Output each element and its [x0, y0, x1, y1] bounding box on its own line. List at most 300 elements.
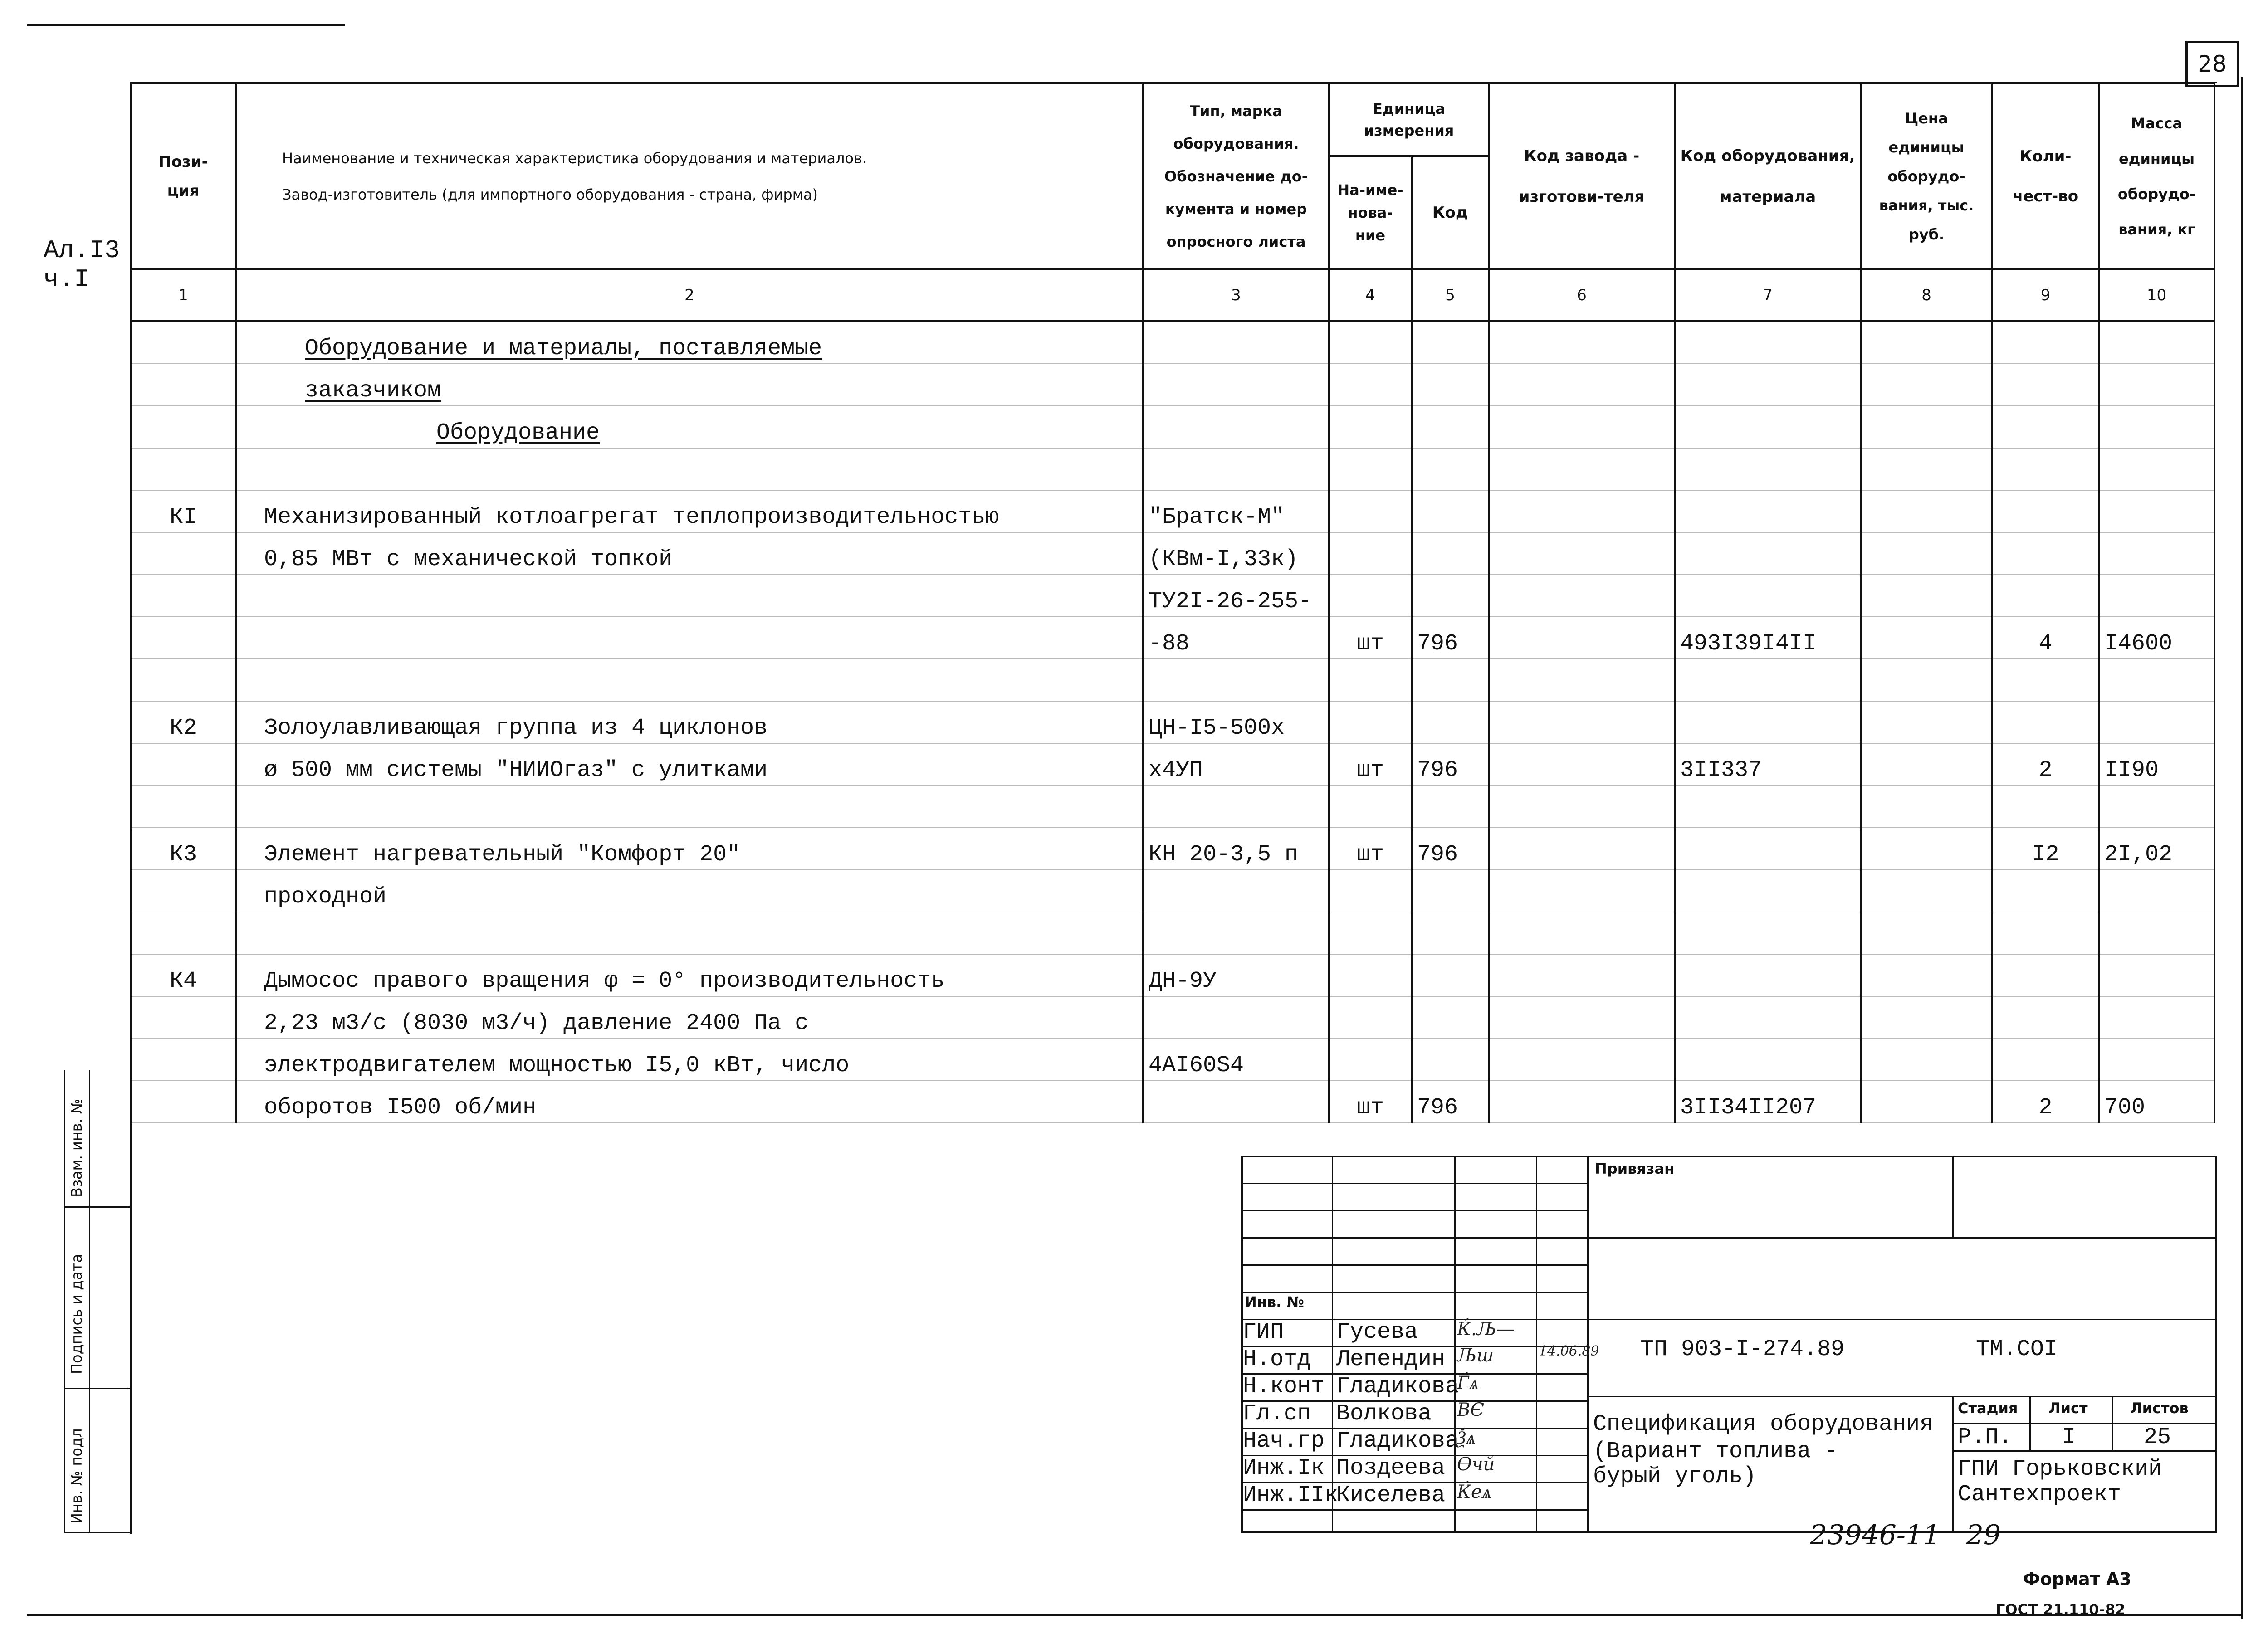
cell-pos — [131, 912, 236, 954]
handwritten-signature: Ќ.Љ— — [1457, 1319, 1515, 1340]
cell-pos — [131, 1081, 236, 1123]
tb-hline — [1589, 1319, 2217, 1320]
cell-mass: 700 — [2099, 1081, 2214, 1123]
cell-qty: 4 — [1992, 617, 2099, 659]
cell-pos — [131, 364, 236, 406]
handwritten-signature: Ѳчй — [1457, 1454, 1495, 1475]
tb-hline — [1241, 1237, 1589, 1239]
cell-name — [236, 617, 1143, 659]
cell-unit — [1329, 659, 1412, 701]
cell-mass — [2099, 954, 2214, 996]
cell-code: 796 — [1412, 1081, 1489, 1123]
person-name: Волкова — [1336, 1401, 1432, 1427]
cell-unit: шт — [1329, 828, 1412, 870]
cell-code — [1412, 1039, 1489, 1081]
cell-code — [1412, 996, 1489, 1039]
table-row — [131, 785, 2214, 828]
cell-type — [1143, 996, 1329, 1039]
cell-price — [1861, 701, 1992, 743]
cell-pos — [131, 785, 236, 828]
cell-pos: К2 — [131, 701, 236, 743]
page-number: 28 — [2185, 41, 2239, 87]
cell-plant — [1489, 490, 1675, 532]
doc-title-line2: (Вариант топлива - — [1593, 1439, 1838, 1464]
cell-plant — [1489, 448, 1675, 490]
tb-hline — [1241, 1509, 1589, 1511]
cell-pos — [131, 659, 236, 701]
cell-plant — [1489, 870, 1675, 912]
cell-equip: 3II337 — [1675, 743, 1861, 785]
cell-equip — [1675, 828, 1861, 870]
tb-hline — [1241, 1264, 1589, 1266]
cell-unit — [1329, 406, 1412, 448]
tb-hline — [1241, 1292, 1589, 1293]
stage-value: Р.П. — [1958, 1424, 2013, 1450]
header-mass: Масса единицы оборудо-вания, кг — [2099, 83, 2214, 269]
specification-table — [130, 83, 2215, 1123]
cell-qty — [1992, 321, 2099, 364]
cell-mass — [2099, 701, 2214, 743]
org-line2: Сантехпроект — [1958, 1482, 2121, 1507]
tb-vline — [1332, 1156, 1333, 1533]
cell-mass — [2099, 659, 2214, 701]
cell-name: заказчиком — [236, 364, 1143, 406]
role-label: Инж.IIк — [1243, 1483, 1339, 1508]
tb-hline — [1241, 1183, 1589, 1184]
cell-type — [1143, 1081, 1329, 1123]
cell-unit — [1329, 575, 1412, 617]
tb-vline — [1952, 1156, 1954, 1237]
cell-unit — [1329, 448, 1412, 490]
column-number: 4 — [1329, 269, 1412, 321]
cell-plant — [1489, 364, 1675, 406]
cell-mass — [2099, 448, 2214, 490]
cell-equip — [1675, 701, 1861, 743]
table-row — [131, 828, 2214, 870]
cell-plant — [1489, 321, 1675, 364]
header-price: Цена единицы оборудо-вания, тыс. руб. — [1861, 83, 1992, 269]
column-number: 2 — [236, 269, 1143, 321]
cell-mass: II90 — [2099, 743, 2214, 785]
table-row — [131, 701, 2214, 743]
stamp-replace-inv: Взам. инв. № — [68, 1098, 85, 1197]
cell-type: КН 20-3,5 п — [1143, 828, 1329, 870]
cell-plant — [1489, 785, 1675, 828]
frame-bottom-line — [27, 1614, 2241, 1616]
column-number: 7 — [1675, 269, 1861, 321]
cell-unit: шт — [1329, 743, 1412, 785]
cell-qty: 2 — [1992, 743, 2099, 785]
cell-price — [1861, 364, 1992, 406]
cell-qty — [1992, 785, 2099, 828]
cell-mass — [2099, 321, 2214, 364]
format-label: Формат А3 — [2023, 1569, 2131, 1589]
cell-qty — [1992, 364, 2099, 406]
cell-equip — [1675, 912, 1861, 954]
cell-qty — [1992, 448, 2099, 490]
cell-code — [1412, 954, 1489, 996]
cell-plant — [1489, 912, 1675, 954]
sheets-value: 25 — [2144, 1424, 2171, 1450]
column-number: 5 — [1412, 269, 1489, 321]
cell-plant — [1489, 954, 1675, 996]
table-row — [131, 364, 2214, 406]
cell-unit — [1329, 490, 1412, 532]
tb-hline — [1241, 1210, 1589, 1211]
cell-name: Оборудование и материалы, поставляемые — [236, 321, 1143, 364]
stamp-strip-mid — [89, 1070, 90, 1533]
table-row — [131, 490, 2214, 532]
cell-qty: 2 — [1992, 1081, 2099, 1123]
table-row — [131, 617, 2214, 659]
column-number: 10 — [2099, 269, 2214, 321]
person-name: Поздеева — [1336, 1455, 1446, 1481]
cell-type: -88 — [1143, 617, 1329, 659]
cell-code — [1412, 912, 1489, 954]
cell-mass — [2099, 912, 2214, 954]
cell-pos — [131, 996, 236, 1039]
cell-price — [1861, 785, 1992, 828]
cell-pos — [131, 575, 236, 617]
cell-plant — [1489, 701, 1675, 743]
header-equip-code: Код оборудования, материала — [1675, 83, 1861, 269]
table-row — [131, 659, 2214, 701]
sign-date: 14.06.89 — [1539, 1343, 1599, 1359]
cell-code: 796 — [1412, 617, 1489, 659]
cell-plant — [1489, 575, 1675, 617]
cell-qty — [1992, 575, 2099, 617]
column-number: 6 — [1489, 269, 1675, 321]
cell-plant — [1489, 406, 1675, 448]
cell-pos — [131, 870, 236, 912]
cell-name — [236, 785, 1143, 828]
cell-code — [1412, 785, 1489, 828]
cell-name: Дымосос правого вращения φ = 0° производительность — [236, 954, 1143, 996]
cell-plant — [1489, 532, 1675, 575]
cell-mass — [2099, 1039, 2214, 1081]
cell-equip — [1675, 448, 1861, 490]
role-label: Н.конт — [1243, 1374, 1325, 1400]
header-name-line2: Завод-изготовитель (для импортного оборудования - страна, фирма) — [282, 186, 818, 203]
tb-hline — [1589, 1396, 2217, 1397]
stamp-inv-original: Инв. № подл — [68, 1428, 85, 1524]
table-row — [131, 406, 2214, 448]
title-block — [1241, 1156, 2217, 1533]
cell-unit: шт — [1329, 1081, 1412, 1123]
sheet-label: Лист — [2048, 1400, 2088, 1417]
cell-equip — [1675, 532, 1861, 575]
top-edge-line — [27, 24, 345, 26]
cell-code — [1412, 575, 1489, 617]
inv-number-label: Инв. № — [1245, 1293, 1304, 1311]
cell-unit: шт — [1329, 617, 1412, 659]
table-row — [131, 743, 2214, 785]
header-quantity: Коли-чест-во — [1992, 83, 2099, 269]
cell-equip — [1675, 490, 1861, 532]
column-number: 1 — [131, 269, 236, 321]
cell-pos — [131, 321, 236, 364]
header-unit-name: На-име-нова-ние — [1329, 156, 1412, 269]
cell-price — [1861, 870, 1992, 912]
cell-type — [1143, 364, 1329, 406]
cell-type — [1143, 870, 1329, 912]
cell-qty — [1992, 532, 2099, 575]
side-label-line2: ч.I — [44, 265, 89, 294]
tb-hline — [1952, 1450, 2217, 1452]
cell-plant — [1489, 828, 1675, 870]
cell-mass: I4600 — [2099, 617, 2214, 659]
cell-unit — [1329, 701, 1412, 743]
cell-type: х4УП — [1143, 743, 1329, 785]
cell-qty — [1992, 1039, 2099, 1081]
cell-unit — [1329, 954, 1412, 996]
handwritten-signature: ΒЄ — [1457, 1400, 1484, 1420]
column-number: 9 — [1992, 269, 2099, 321]
cell-price — [1861, 743, 1992, 785]
cell-equip — [1675, 870, 1861, 912]
cell-qty — [1992, 954, 2099, 996]
cell-type — [1143, 912, 1329, 954]
cell-price — [1861, 321, 1992, 364]
cell-code: 796 — [1412, 828, 1489, 870]
cell-type — [1143, 321, 1329, 364]
handwritten-signature: Ѯѧ — [1457, 1427, 1476, 1448]
cell-type: "Братск-М" — [1143, 490, 1329, 532]
cell-qty — [1992, 870, 2099, 912]
cell-mass — [2099, 575, 2214, 617]
sheets-label: Листов — [2130, 1400, 2189, 1417]
header-position: Пози- ция — [131, 83, 236, 269]
cell-pos — [131, 448, 236, 490]
cell-plant — [1489, 659, 1675, 701]
cell-equip — [1675, 364, 1861, 406]
cell-qty — [1992, 701, 2099, 743]
stage-label: Стадия — [1958, 1400, 2018, 1417]
cell-price — [1861, 448, 1992, 490]
header-type: Тип, марка оборудования. Обозначение до-кумента и номер опросного листа — [1143, 83, 1329, 269]
cell-qty — [1992, 490, 2099, 532]
cell-code — [1412, 659, 1489, 701]
handwritten-signature: Љш — [1457, 1345, 1494, 1366]
column-numbers-row — [131, 269, 2214, 321]
cell-equip — [1675, 996, 1861, 1039]
cell-mass — [2099, 364, 2214, 406]
cell-plant — [1489, 617, 1675, 659]
cell-name — [236, 448, 1143, 490]
role-label: Н.отд — [1243, 1346, 1311, 1372]
role-label: Нач.гр — [1243, 1428, 1325, 1454]
cell-price — [1861, 996, 1992, 1039]
cell-pos — [131, 1039, 236, 1081]
cell-equip — [1675, 785, 1861, 828]
header-plant-code: Код завода - изготови-теля — [1489, 83, 1675, 269]
header-name-line1: Наименование и техническая характеристика оборудования и материалов. — [282, 150, 867, 167]
cell-name: Элемент нагревательный "Комфорт 20" — [236, 828, 1143, 870]
cell-mass — [2099, 785, 2214, 828]
cell-pos: К3 — [131, 828, 236, 870]
cell-unit — [1329, 1039, 1412, 1081]
cell-plant — [1489, 996, 1675, 1039]
cell-type: (КВм-I,33к) — [1143, 532, 1329, 575]
role-label: Инж.Iк — [1243, 1455, 1325, 1481]
tb-hline — [1589, 1156, 2217, 1157]
doc-code: ТП 903-I-274.89 — [1640, 1336, 1845, 1362]
cell-price — [1861, 828, 1992, 870]
cell-name: 2,23 м3/с (8030 м3/ч) давление 2400 Па с — [236, 996, 1143, 1039]
tb-hline — [1589, 1237, 2217, 1239]
column-number: 8 — [1861, 269, 1992, 321]
cell-unit — [1329, 532, 1412, 575]
cell-code — [1412, 448, 1489, 490]
cell-type: ЦН-I5-500х — [1143, 701, 1329, 743]
handwritten-signature: Ќеѧ — [1457, 1482, 1492, 1502]
cell-price — [1861, 1081, 1992, 1123]
cell-name: оборотов I500 об/мин — [236, 1081, 1143, 1123]
cell-type: ДН-9У — [1143, 954, 1329, 996]
table-row — [131, 575, 2214, 617]
cell-type: ТУ2I-26-255- — [1143, 575, 1329, 617]
cell-price — [1861, 532, 1992, 575]
cell-qty — [1992, 406, 2099, 448]
cell-qty — [1992, 659, 2099, 701]
tb-vline — [1454, 1156, 1456, 1533]
cell-price — [1861, 659, 1992, 701]
stamp-strip-bottom — [64, 1532, 132, 1533]
cell-name: электродвигателем мощностью I5,0 кВт, число — [236, 1039, 1143, 1081]
table-row — [131, 954, 2214, 996]
cell-code — [1412, 701, 1489, 743]
cell-code — [1412, 321, 1489, 364]
cell-plant — [1489, 743, 1675, 785]
cell-price — [1861, 617, 1992, 659]
table-row — [131, 996, 2214, 1039]
doc-title-line1: Спецификация оборудования — [1593, 1411, 1934, 1437]
stamp-strip-left — [64, 1070, 65, 1533]
cell-name — [236, 659, 1143, 701]
cell-equip — [1675, 575, 1861, 617]
cell-code: 796 — [1412, 743, 1489, 785]
person-name: Лепендин — [1336, 1346, 1446, 1372]
header-unit-group: Единица измерения — [1329, 83, 1489, 156]
tb-vline — [1536, 1156, 1537, 1533]
tb-vline — [2215, 1156, 2217, 1533]
role-label: Гл.сп — [1243, 1401, 1311, 1427]
org-line1: ГПИ Горьковский — [1958, 1456, 2162, 1482]
cell-equip — [1675, 406, 1861, 448]
side-label-line1: Ал.I3 — [44, 236, 120, 265]
sheet-code: ТМ.СОI — [1976, 1336, 2058, 1362]
tb-vline — [1952, 1396, 1954, 1532]
cell-equip — [1675, 1039, 1861, 1081]
cell-type — [1143, 448, 1329, 490]
cell-equip — [1675, 954, 1861, 996]
cell-unit — [1329, 870, 1412, 912]
privyazan-label: Привязан — [1595, 1160, 1675, 1177]
cell-name: ø 500 мм системы "НИИОгаз" с улитками — [236, 743, 1143, 785]
table-row — [131, 870, 2214, 912]
cell-name: Золоулавливающая группа из 4 циклонов — [236, 701, 1143, 743]
tb-vline — [2112, 1396, 2113, 1450]
cell-price — [1861, 954, 1992, 996]
doc-title-line3: бурый уголь) — [1593, 1463, 1757, 1489]
cell-pos: К4 — [131, 954, 236, 996]
cell-mass — [2099, 406, 2214, 448]
cell-qty: I2 — [1992, 828, 2099, 870]
cell-code — [1412, 532, 1489, 575]
cell-equip: 493I39I4II — [1675, 617, 1861, 659]
cell-name — [236, 575, 1143, 617]
cell-type — [1143, 785, 1329, 828]
cell-equip — [1675, 659, 1861, 701]
cell-pos — [131, 743, 236, 785]
stamp-sign-date: Подпись и дата — [68, 1254, 85, 1374]
cell-unit — [1329, 785, 1412, 828]
cell-pos — [131, 406, 236, 448]
column-number: 3 — [1143, 269, 1329, 321]
cell-code — [1412, 364, 1489, 406]
cell-code — [1412, 490, 1489, 532]
cell-name — [236, 912, 1143, 954]
cell-pos — [131, 617, 236, 659]
cell-name: проходной — [236, 870, 1143, 912]
cell-equip: 3II34II207 — [1675, 1081, 1861, 1123]
cell-unit — [1329, 996, 1412, 1039]
stamp-strip-sep2 — [64, 1388, 132, 1389]
cell-code — [1412, 870, 1489, 912]
cell-mass — [2099, 532, 2214, 575]
person-name: Гусева — [1336, 1319, 1418, 1345]
person-name: Гладикова — [1336, 1428, 1459, 1454]
cell-type: 4АI60S4 — [1143, 1039, 1329, 1081]
cell-price — [1861, 1039, 1992, 1081]
side-label-album — [44, 236, 120, 294]
cell-qty — [1992, 912, 2099, 954]
specification-body — [131, 321, 2214, 1123]
cell-type — [1143, 659, 1329, 701]
cell-unit — [1329, 321, 1412, 364]
cell-pos: КI — [131, 490, 236, 532]
cell-name: Оборудование — [236, 406, 1143, 448]
cell-pos — [131, 532, 236, 575]
role-label: ГИП — [1243, 1319, 1284, 1345]
table-row — [131, 321, 2214, 364]
table-row — [131, 912, 2214, 954]
cell-price — [1861, 912, 1992, 954]
header-name — [236, 83, 1143, 269]
cell-code — [1412, 406, 1489, 448]
cell-plant — [1489, 1039, 1675, 1081]
person-name: Гладикова — [1336, 1374, 1459, 1400]
person-name: Киселева — [1336, 1483, 1446, 1508]
cell-plant — [1489, 1081, 1675, 1123]
cell-mass — [2099, 996, 2214, 1039]
sheet-value: I — [2062, 1424, 2076, 1450]
cell-mass — [2099, 870, 2214, 912]
table-row — [131, 1081, 2214, 1123]
cell-mass: 2I,02 — [2099, 828, 2214, 870]
frame-right-line — [2241, 77, 2243, 1619]
gost-label: ГОСТ 21.110-82 — [1996, 1601, 2126, 1614]
cell-unit — [1329, 364, 1412, 406]
cell-unit — [1329, 912, 1412, 954]
cell-qty — [1992, 996, 2099, 1039]
cell-type — [1143, 406, 1329, 448]
stamp-strip-sep1 — [64, 1206, 132, 1208]
table-row — [131, 532, 2214, 575]
cell-mass — [2099, 490, 2214, 532]
cell-name: Механизированный котлоагрегат теплопроизводительностью — [236, 490, 1143, 532]
cell-price — [1861, 406, 1992, 448]
